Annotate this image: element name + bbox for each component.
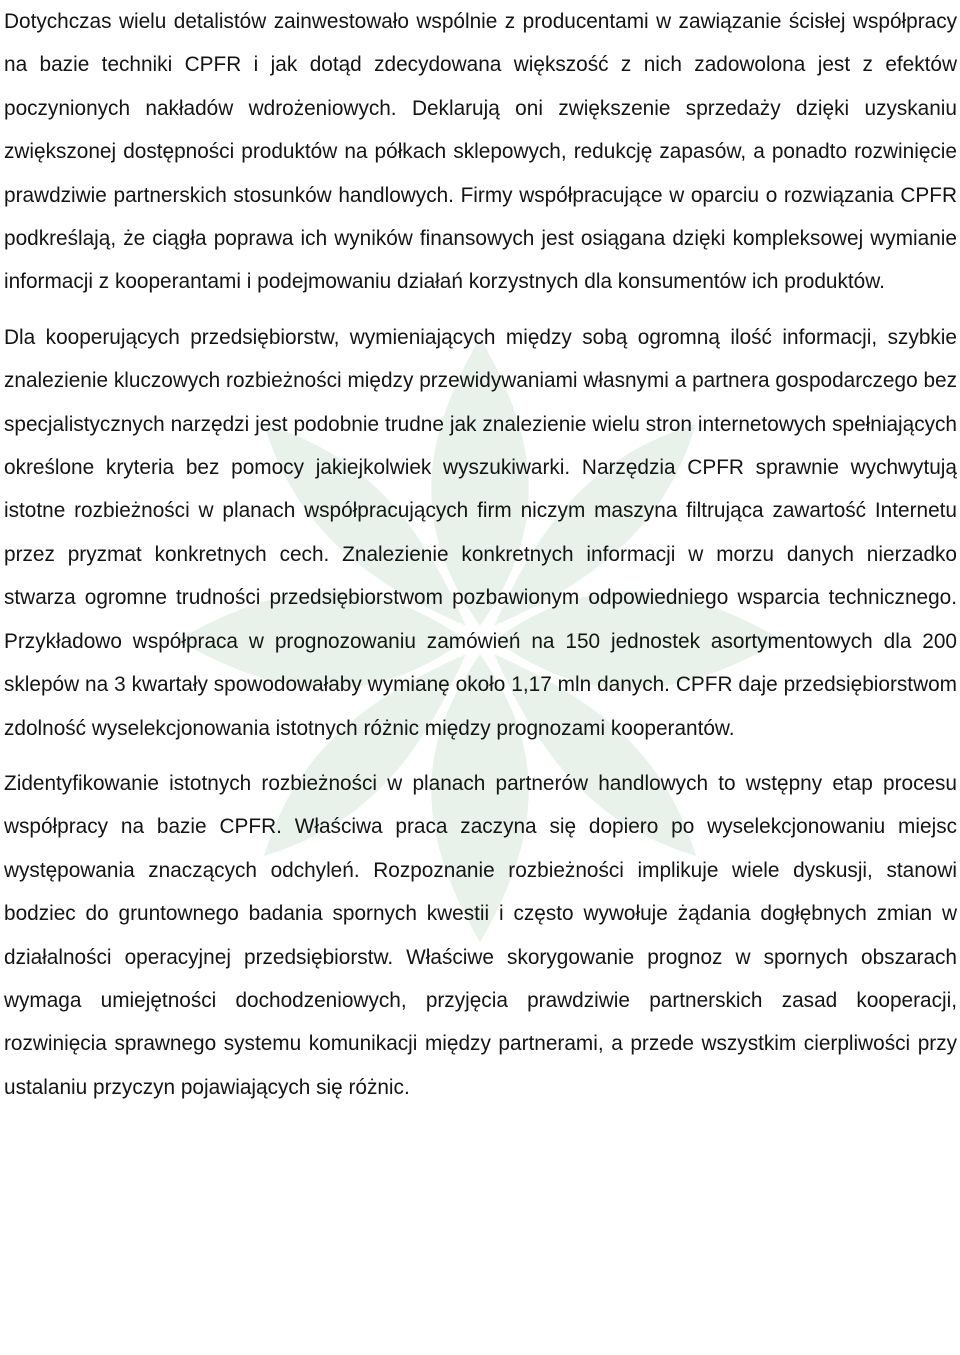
- paragraph-1: Dotychczas wielu detalistów zainwestowało wspólnie z producentami w zawiązanie ścisłej współpracy na bazie techniki CPFR i jak dotąd zdecydowana większość z nich zadowolona jest z efektów poczynionych nakładów wdrożeniowych. Deklarują oni zwiększenie sprzedaży dzięki uzyskaniu zwiększonej dostępności produktów na półkach sklepowych, redukcję zapasów, a ponadto rozwinięcie prawdziwie partnerskich stosunków handlowych. Firmy współpracujące w oparciu o rozwiązania CPFR podkreślają, że ciągła poprawa ich wyników finansowych jest osiągana dzięki kompleksowej wymianie informacji z kooperantami i podejmowaniu działań korzystnych dla konsumentów ich produktów.: [4, 10, 957, 294]
- paragraph-3: Zidentyfikowanie istotnych rozbieżności w planach partnerów handlowych to wstępny etap procesu współpracy na bazie CPFR. Właściwa praca zaczyna się dopiero po wyselekcjonowaniu miejsc występowania znaczących odchyleń. Rozpoznanie rozbieżności implikuje wiele dyskusji, stanowi bodziec do gruntownego badania spornych kwestii i często wywołuje żądania dogłębnych zmian w działalności operacyjnej przedsiębiorstw. Właściwe skorygowanie prognoz w spornych obszarach wymaga umiejętności dochodzeniowych, przyjęcia prawdziwie partnerskich zasad kooperacji, rozwinięcia sprawnego systemu komunikacji między partnerami, a przede wszystkim cierpliwości przy ustalaniu przyczyn pojawiających się różnic.: [4, 771, 957, 1099]
- document-body: [4, 0, 957, 1109]
- paragraph-2: Dla kooperujących przedsiębiorstw, wymieniających między sobą ogromną ilość informacji, szybkie znalezienie kluczowych rozbieżności między przewidywaniami własnymi a partnera gospodarczego bez specjalistycznych narzędzi jest podobnie trudne jak znalezienie wielu stron internetowych spełniających określone kryteria bez pomocy jakiejkolwiek wyszukiwarki. Narzędzia CPFR sprawnie wychwytują istotne rozbieżności w planach współpracujących firm niczym maszyna filtrująca zawartość Internetu przez pryzmat konkretnych cech. Znalezienie konkretnych informacji w morzu danych nierzadko stwarza ogromne trudności przedsiębiorstwom pozbawionym odpowiedniego wsparcia technicznego. Przykładowo współpraca w prognozowaniu zamówień na 150 jednostek asortymentowych dla 200 sklepów na 3 kwartały spowodowałaby wymianę około 1,17 mln danych. CPFR daje przedsiębiorstwom zdolność wyselekcjonowania istotnych różnic między prognozami kooperantów.: [4, 325, 957, 740]
